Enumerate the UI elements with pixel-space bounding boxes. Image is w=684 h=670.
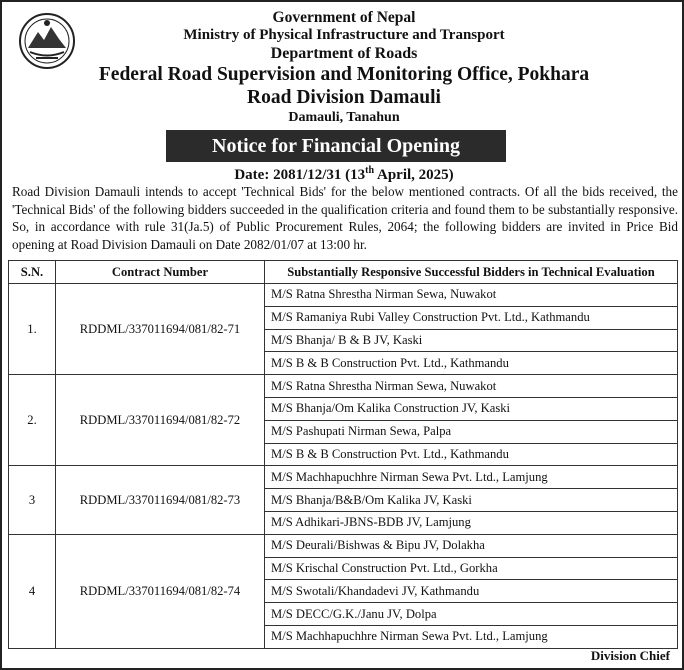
government-title: Government of Nepal	[272, 9, 416, 26]
table-row	[9, 466, 678, 489]
bidder-cell: M/S Adhikari-JBNS-BDB JV, Lamjung	[265, 511, 678, 534]
bidder-cell: M/S Ratna Shrestha Nirman Sewa, Nuwakot	[265, 284, 678, 307]
ministry-title: Ministry of Physical Infrastructure and Transport	[183, 27, 505, 43]
bidder-cell: M/S Pashupati Nirman Sewa, Palpa	[265, 420, 678, 443]
notice-intro: Road Division Damauli intends to accept 'Technical Bids' for the below mentioned contracts. Of all the bids received, the 'Technical Bids' of the following bidders succeeded in the qualification criteria and found them to be substantially responsive. So, in accordance with rule 31(Ja.5) of Public Procurement Rules, 2064; the following bidders are invited in Price Bid opening at Road Division Damauli on Date 2082/01/07 at 13:00 hr.	[12, 184, 678, 252]
division-chief-signature: Division Chief	[590, 648, 670, 663]
division-address: Damauli, Tanahun	[288, 110, 400, 125]
row-sn: 4	[9, 534, 56, 648]
bidder-cell: M/S Swotali/Khandadevi JV, Kathmandu	[265, 580, 678, 603]
row-contract-number: RDDML/337011694/081/82-74	[56, 534, 265, 648]
table-row	[9, 375, 678, 398]
bidder-cell: M/S Krischal Construction Pvt. Ltd., Gorkha	[265, 557, 678, 580]
row-contract-number: RDDML/337011694/081/82-72	[56, 375, 265, 466]
department-title: Department of Roads	[270, 45, 418, 62]
row-contract-number: RDDML/337011694/081/82-73	[56, 466, 265, 534]
table-row	[9, 534, 678, 557]
bidder-cell: M/S Bhanja/Om Kalika Construction JV, Kaski	[265, 397, 678, 420]
header-bidders: Substantially Responsive Successful Bidders in Technical Evaluation	[265, 261, 678, 284]
bidder-cell: M/S Machhapuchhre Nirman Sewa Pvt. Ltd., Lamjung	[265, 466, 678, 489]
bidder-cell: M/S Ratna Shrestha Nirman Sewa, Nuwakot	[265, 375, 678, 398]
bidders-table	[8, 260, 678, 649]
bidder-cell: M/S Ramaniya Rubi Valley Construction Pvt. Ltd., Kathmandu	[265, 306, 678, 329]
row-contract-number: RDDML/337011694/081/82-71	[56, 284, 265, 375]
bidder-cell: M/S Bhanja/B&B/Om Kalika JV, Kaski	[265, 489, 678, 512]
table-row	[9, 284, 678, 307]
bidder-cell: M/S DECC/G.K./Janu JV, Dolpa	[265, 603, 678, 626]
division-title: Road Division Damauli	[247, 87, 441, 108]
notice-date: Date: 2081/12/31 (13th April, 2025)	[234, 165, 454, 183]
header-sn: S.N.	[9, 261, 56, 284]
bidder-cell: M/S B & B Construction Pvt. Ltd., Kathmandu	[265, 352, 678, 375]
table-header-row	[9, 261, 678, 284]
bidder-cell: M/S Deurali/Bishwas & Bipu JV, Dolakha	[265, 534, 678, 557]
row-sn: 1.	[9, 284, 56, 375]
office-title: Federal Road Supervision and Monitoring Office, Pokhara	[98, 64, 590, 85]
bidder-cell: M/S Machhapuchhre Nirman Sewa Pvt. Ltd., Lamjung	[265, 625, 678, 648]
bidder-cell: M/S Bhanja/ B & B JV, Kaski	[265, 329, 678, 352]
notice-title: Notice for Financial Opening	[166, 130, 506, 162]
row-sn: 3	[9, 466, 56, 534]
bidder-cell: M/S B & B Construction Pvt. Ltd., Kathmandu	[265, 443, 678, 466]
row-sn: 2.	[9, 375, 56, 466]
header-contract-number: Contract Number	[56, 261, 265, 284]
